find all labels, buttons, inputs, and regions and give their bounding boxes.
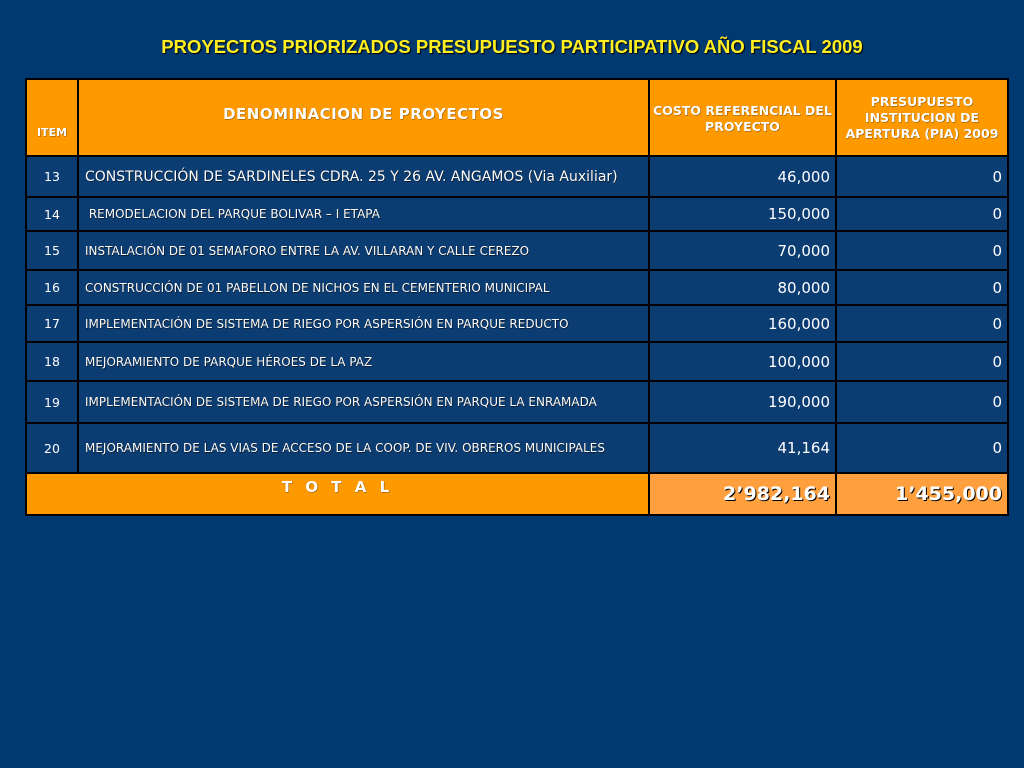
row-pia: 0	[836, 342, 1008, 381]
row-item: 20	[26, 423, 78, 473]
projects-table	[25, 78, 1009, 516]
page-title: PROYECTOS PRIORIZADOS PRESUPUESTO PARTICIPATIVO AÑO FISCAL 2009	[161, 36, 863, 57]
total-cost: 2’982,164	[649, 473, 836, 515]
row-item: 14	[26, 197, 78, 231]
row-name: CONSTRUCCIÓN DE SARDINELES CDRA. 25 Y 26 AV. ANGAMOS (Via Auxiliar)	[78, 156, 649, 197]
total-label: T O T A L	[26, 473, 649, 515]
row-pia: 0	[836, 156, 1008, 197]
row-name: MEJORAMIENTO DE PARQUE HÉROES DE LA PAZ	[78, 342, 649, 381]
row-name: REMODELACION DEL PARQUE BOLIVAR – I ETAPA	[78, 197, 649, 231]
row-item: 19	[26, 381, 78, 423]
row-pia: 0	[836, 305, 1008, 342]
row-cost: 100,000	[649, 342, 836, 381]
row-item: 15	[26, 231, 78, 270]
row-cost: 41,164	[649, 423, 836, 473]
row-cost: 150,000	[649, 197, 836, 231]
row-cost: 46,000	[649, 156, 836, 197]
row-item: 17	[26, 305, 78, 342]
header-cost: COSTO REFERENCIAL DEL PROYECTO	[649, 79, 836, 156]
row-pia: 0	[836, 381, 1008, 423]
header-name: DENOMINACION DE PROYECTOS	[78, 79, 649, 156]
row-pia: 0	[836, 423, 1008, 473]
total-row	[26, 473, 1008, 515]
table-row	[26, 156, 1008, 197]
row-cost: 80,000	[649, 270, 836, 305]
table-row	[26, 231, 1008, 270]
row-name: INSTALACIÓN DE 01 SEMAFORO ENTRE LA AV. VILLARAN Y CALLE CEREZO	[78, 231, 649, 270]
row-pia: 0	[836, 231, 1008, 270]
header-item: ITEM	[26, 79, 78, 156]
row-item: 18	[26, 342, 78, 381]
row-cost: 160,000	[649, 305, 836, 342]
table-row	[26, 381, 1008, 423]
row-item: 13	[26, 156, 78, 197]
table-row	[26, 342, 1008, 381]
table-row	[26, 197, 1008, 231]
row-cost: 190,000	[649, 381, 836, 423]
table-row	[26, 423, 1008, 473]
row-cost: 70,000	[649, 231, 836, 270]
header-pia: PRESUPUESTO INSTITUCION DE APERTURA (PIA) 2009	[836, 79, 1008, 156]
row-name: CONSTRUCCIÓN DE 01 PABELLON DE NICHOS EN EL CEMENTERIO MUNICIPAL	[78, 270, 649, 305]
row-item: 16	[26, 270, 78, 305]
row-name: MEJORAMIENTO DE LAS VIAS DE ACCESO DE LA COOP. DE VIV. OBREROS MUNICIPALES	[78, 423, 649, 473]
row-name: IMPLEMENTACIÓN DE SISTEMA DE RIEGO POR ASPERSIÓN EN PARQUE REDUCTO	[78, 305, 649, 342]
table-row	[26, 270, 1008, 305]
table-row	[26, 305, 1008, 342]
total-pia: 1’455,000	[836, 473, 1008, 515]
row-name: IMPLEMENTACIÓN DE SISTEMA DE RIEGO POR ASPERSIÓN EN PARQUE LA ENRAMADA	[78, 381, 649, 423]
row-pia: 0	[836, 270, 1008, 305]
row-pia: 0	[836, 197, 1008, 231]
table-header-row	[26, 79, 1008, 156]
